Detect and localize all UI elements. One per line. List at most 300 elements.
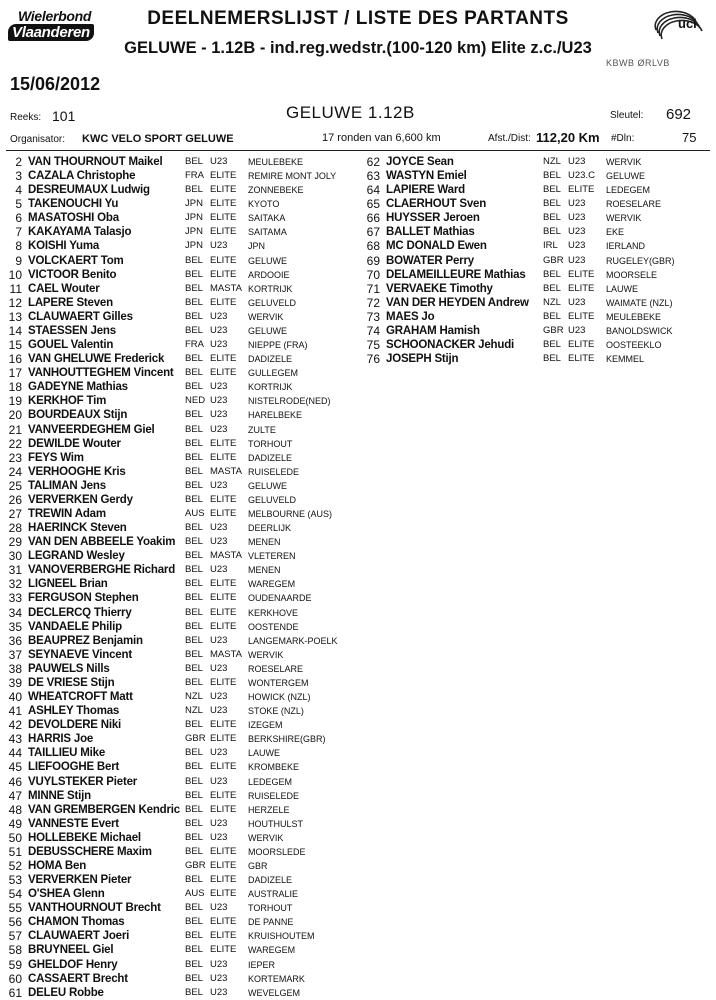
rider-name: JOSEPH Stijn xyxy=(386,353,459,366)
rider-country: BEL xyxy=(543,310,561,322)
rider-category: U23 xyxy=(210,634,228,646)
rider-city: RUISELEDE xyxy=(248,466,300,477)
rider-number: 36 xyxy=(8,633,22,648)
rider-country: IRL xyxy=(543,240,558,252)
rider-name: SCHOONACKER Jehudi xyxy=(386,339,515,352)
rider-city: MOORSELE xyxy=(606,269,658,280)
rider-category: U23 xyxy=(568,324,586,336)
rider-name: LIGNEEL Brian xyxy=(28,578,108,591)
rider-number: 75 xyxy=(366,338,380,353)
rider-name: DE VRIESE Stijn xyxy=(28,676,115,689)
rider-city: RUISELEDE xyxy=(248,790,300,801)
sleutel-value: 692 xyxy=(666,106,692,123)
rider-name: DEBUSSCHERE Maxim xyxy=(28,845,152,858)
rider-number: 57 xyxy=(8,929,22,944)
rider-name: VERHOOGHE Kris xyxy=(28,465,126,478)
rider-city: LEDEGEM xyxy=(248,776,293,787)
rider-name: CLAERHOUT Sven xyxy=(386,198,487,211)
rider-name: GHELDOF Henry xyxy=(28,958,118,971)
rider-name: CAEL Wouter xyxy=(28,282,100,295)
rider-name: SEYNAEVE Vincent xyxy=(28,648,132,661)
rider-country: GBR xyxy=(543,324,564,336)
rider-city: AUSTRALIE xyxy=(248,889,299,900)
rider-category: ELITE xyxy=(210,845,237,857)
rider-number: 33 xyxy=(8,591,22,606)
rider-city: BANOLDSWICK xyxy=(606,325,673,336)
rider-category: ELITE xyxy=(210,733,237,745)
rider-city: KERKHOVE xyxy=(248,607,299,618)
rider-category: U23 xyxy=(210,564,228,576)
rider-country: AUS xyxy=(185,888,205,900)
rider-number: 52 xyxy=(8,859,22,873)
rider-city: HOUTHULST xyxy=(248,818,304,829)
rider-name: CHAMON Thomas xyxy=(28,916,125,929)
rider-city: NIEPPE (FRA) xyxy=(248,340,308,351)
rider-number: 16 xyxy=(8,352,22,367)
rider-number: 32 xyxy=(8,577,22,592)
rider-country: NZL xyxy=(543,156,561,167)
rider-city: OOSTENDE xyxy=(248,621,299,632)
logo-line2: Vlaanderen xyxy=(8,24,94,41)
rider-number: 44 xyxy=(8,746,22,761)
rider-country: BEL xyxy=(185,789,203,801)
rider-number: 13 xyxy=(8,309,22,324)
rider-city: MENEN xyxy=(248,565,281,576)
rider-city: LEDEGEM xyxy=(606,185,651,196)
rider-number: 35 xyxy=(8,619,22,634)
rider-country: BEL xyxy=(185,845,203,857)
rider-country: BEL xyxy=(185,958,203,970)
rider-category: ELITE xyxy=(210,620,237,632)
rider-category: U23 xyxy=(210,986,228,998)
rider-city: KORTRIJK xyxy=(248,382,293,393)
rider-country: BEL xyxy=(185,522,203,534)
rider-country: BEL xyxy=(185,156,203,167)
rider-number: 53 xyxy=(8,873,22,888)
sleutel-label: Sleutel: xyxy=(610,110,644,121)
rider-name: VANVEERDEGHEM Giel xyxy=(28,423,155,436)
rider-category: ELITE xyxy=(210,212,237,224)
rider-city: DEERLIJK xyxy=(248,523,292,534)
rider-category: U23 xyxy=(210,479,228,491)
rider-name: DEWILDE Wouter xyxy=(28,437,121,450)
rider-number: 47 xyxy=(8,788,22,803)
rider-number: 14 xyxy=(8,323,22,338)
rider-category: U23 xyxy=(210,156,228,167)
rider-city: BERKSHIRE(GBR) xyxy=(248,734,326,745)
distance-value: 112,20 Km xyxy=(536,130,600,145)
rider-name: HARRIS Joe xyxy=(28,733,94,746)
rider-name: VERVAEKE Timothy xyxy=(386,282,493,295)
rider-number: 37 xyxy=(8,647,22,662)
rider-name: BEAUPREZ Benjamin xyxy=(28,634,143,647)
rider-name: CASSAERT Brecht xyxy=(28,972,128,985)
rider-city: EKE xyxy=(606,227,625,238)
rider-number: 55 xyxy=(8,901,22,916)
rider-city: GELUWE xyxy=(248,325,288,336)
rider-city: ZULTE xyxy=(248,424,276,435)
rider-category: ELITE xyxy=(210,592,237,604)
rider-number: 18 xyxy=(8,380,22,395)
page-title: DEELNEMERSLIJST / LISTE DES PARTANTS xyxy=(147,8,569,29)
rider-category: ELITE xyxy=(210,676,237,688)
rider-city: JPN xyxy=(248,241,266,252)
rider-city: WONTERGEM xyxy=(248,677,309,688)
rider-country: BEL xyxy=(543,282,561,294)
rider-category: U23 xyxy=(210,831,228,843)
rider-country: BEL xyxy=(543,198,561,210)
rider-city: GELUVELD xyxy=(248,494,297,505)
rider-name: TAILLIEU Mike xyxy=(28,747,106,760)
rider-country: BEL xyxy=(185,592,203,604)
rider-city: GELUWE xyxy=(248,255,288,266)
rider-city: ARDOOIE xyxy=(248,269,290,280)
rider-name: MINNE Stijn xyxy=(28,789,91,802)
rider-number: 73 xyxy=(366,309,380,324)
rider-name: VOLCKAERT Tom xyxy=(28,254,124,267)
rider-number: 60 xyxy=(8,971,22,986)
rider-country: BEL xyxy=(185,747,203,759)
rider-name: GOUEL Valentin xyxy=(28,339,114,352)
rider-country: BEL xyxy=(185,775,203,787)
rider-country: BEL xyxy=(185,916,203,928)
rider-city: KORTEMARK xyxy=(248,973,305,984)
rider-name: LIEFOOGHE Bert xyxy=(28,761,120,774)
rider-number: 43 xyxy=(8,732,22,747)
rider-country: GBR xyxy=(543,254,564,266)
rider-category: U23 xyxy=(210,747,228,759)
rider-number: 21 xyxy=(8,422,22,437)
rider-country: NZL xyxy=(543,296,561,308)
rider-number: 65 xyxy=(366,197,380,212)
rider-category: U23 xyxy=(210,240,228,252)
rider-country: BEL xyxy=(185,634,203,646)
rider-number: 26 xyxy=(8,492,22,507)
rider-city: NISTELRODE(NED) xyxy=(248,396,331,407)
rider-number: 15 xyxy=(8,338,22,353)
rider-number: 62 xyxy=(366,155,380,169)
rider-city: GELUWE xyxy=(606,171,646,182)
rider-category: ELITE xyxy=(210,888,237,900)
rider-number: 49 xyxy=(8,816,22,831)
rider-city: GELUWE xyxy=(248,480,288,491)
rider-category: U23 xyxy=(568,198,586,210)
participants-value: 75 xyxy=(682,130,697,145)
rider-number: 23 xyxy=(8,450,22,465)
rider-name: BOWATER Perry xyxy=(386,254,474,267)
rider-number: 9 xyxy=(15,253,22,268)
rider-name: DELEU Robbe xyxy=(28,986,104,999)
page-subtitle: GELUWE - 1.12B - ind.reg.wedstr.(100-120 km) Elite z.c./U23 xyxy=(124,39,592,57)
rider-country: BEL xyxy=(185,381,203,393)
rider-category: ELITE xyxy=(210,451,237,463)
rider-country: NZL xyxy=(185,691,203,703)
rider-number: 24 xyxy=(8,464,22,479)
rider-name: BRUYNEEL Giel xyxy=(28,944,114,957)
organisator-label: Organisator: xyxy=(10,134,66,145)
rider-country: BEL xyxy=(185,648,203,660)
rider-category: U23 xyxy=(210,958,228,970)
rider-country: BEL xyxy=(185,536,203,548)
rider-number: 70 xyxy=(366,267,380,282)
rider-city: ZONNEBEKE xyxy=(248,185,304,196)
rider-city: KRUISHOUTEM xyxy=(248,931,315,942)
participants-label: #Dln: xyxy=(611,133,635,144)
rider-category: U23 xyxy=(210,691,228,703)
uci-logo xyxy=(650,8,706,48)
rider-name: CLAUWAERT Gilles xyxy=(28,310,133,323)
rider-city: VLETEREN xyxy=(248,551,296,562)
rider-city: REMIRE MONT JOLY xyxy=(248,171,337,182)
rider-country: NZL xyxy=(185,705,203,717)
rider-number: 56 xyxy=(8,915,22,930)
rider-category: U23 xyxy=(210,381,228,393)
rider-city: HERZELE xyxy=(248,804,290,815)
rider-name: VAN GREMBERGEN Kendric xyxy=(28,803,180,816)
rider-country: JPN xyxy=(185,198,203,210)
rider-name: GADEYNE Mathias xyxy=(28,381,128,394)
rider-number: 5 xyxy=(15,197,22,212)
rider-category: U23 xyxy=(210,536,228,548)
rider-category: ELITE xyxy=(568,184,595,196)
rider-country: BEL xyxy=(185,831,203,843)
rider-number: 4 xyxy=(15,183,22,198)
rider-country: BEL xyxy=(185,803,203,815)
logo-line1: Wielerbond xyxy=(18,8,92,24)
rider-category: ELITE xyxy=(210,367,237,379)
rider-city: WERVIK xyxy=(248,649,284,660)
rider-city: WERVIK xyxy=(248,311,284,322)
rider-category: U23 xyxy=(210,705,228,717)
rider-country: BEL xyxy=(185,423,203,435)
rider-category: U23 xyxy=(210,817,228,829)
rider-country: BEL xyxy=(185,184,203,196)
rider-country: BEL xyxy=(185,367,203,379)
rider-category: U23 xyxy=(210,662,228,674)
rider-country: FRA xyxy=(185,170,204,182)
rider-country: BEL xyxy=(185,353,203,365)
rider-number: 29 xyxy=(8,535,22,550)
rider-name: DESREUMAUX Ludwig xyxy=(28,184,150,197)
rider-city: ROESELARE xyxy=(606,199,662,210)
rider-name: ASHLEY Thomas xyxy=(28,705,120,718)
rider-category: ELITE xyxy=(568,282,595,294)
rider-city: STOKE (NZL) xyxy=(248,706,304,717)
rider-category: U23 xyxy=(210,324,228,336)
rider-city: RUGELEY(GBR) xyxy=(606,255,675,266)
rider-name: KAKAYAMA Talasjo xyxy=(28,226,132,239)
rider-country: BEL xyxy=(185,972,203,984)
rider-name: MASATOSHI Oba xyxy=(28,212,119,225)
rider-number: 11 xyxy=(9,281,22,296)
rider-city: IEPER xyxy=(248,959,276,970)
rider-country: BEL xyxy=(185,437,203,449)
rider-name: KOISHI Yuma xyxy=(28,240,100,253)
rider-number: 63 xyxy=(366,169,380,184)
rider-city: ROESELARE xyxy=(248,663,304,674)
rider-city: WAREGEM xyxy=(248,579,296,590)
rider-category: ELITE xyxy=(568,268,595,280)
rider-city: GBR xyxy=(248,861,268,871)
rider-category: ELITE xyxy=(210,353,237,365)
rider-city: GELUVELD xyxy=(248,297,297,308)
rider-name: FERGUSON Stephen xyxy=(28,592,139,605)
organisator-value: KWC VELO SPORT GELUWE xyxy=(82,133,234,145)
rider-country: JPN xyxy=(185,212,203,224)
rider-city: DE PANNE xyxy=(248,917,294,928)
rider-country: BEL xyxy=(185,620,203,632)
rider-category: ELITE xyxy=(210,198,237,210)
rider-country: BEL xyxy=(185,324,203,336)
rider-country: BEL xyxy=(185,944,203,956)
rider-city: DADIZELE xyxy=(248,875,293,886)
rider-country: BEL xyxy=(185,902,203,914)
rider-category: ELITE xyxy=(210,508,237,519)
rider-city: WERVIK xyxy=(248,832,284,843)
rider-number: 51 xyxy=(8,844,22,859)
rider-name: JOYCE Sean xyxy=(386,156,454,168)
rider-city: KORTRIJK xyxy=(248,283,293,294)
rider-number: 6 xyxy=(15,211,22,226)
rider-name: TAKENOUCHI Yu xyxy=(28,198,119,211)
rider-name: DEVOLDERE Niki xyxy=(28,719,122,732)
rider-name: HOMA Ben xyxy=(28,860,87,872)
rider-category: ELITE xyxy=(210,170,237,182)
rider-city: SAITAKA xyxy=(248,213,286,224)
rider-number: 8 xyxy=(15,239,22,254)
rider-country: AUS xyxy=(185,508,205,519)
rider-city: LAUWE xyxy=(606,283,639,294)
rider-number: 17 xyxy=(8,366,22,381)
rider-number: 39 xyxy=(8,675,22,690)
rider-name: MC DONALD Ewen xyxy=(386,240,487,253)
rider-country: BEL xyxy=(185,451,203,463)
rider-country: BEL xyxy=(185,662,203,674)
rider-number: 31 xyxy=(8,563,22,578)
rider-city: SAITAMA xyxy=(248,227,287,238)
rider-category: ELITE xyxy=(210,916,237,928)
rider-category: U23 xyxy=(210,902,228,914)
rider-name: VANDAELE Philip xyxy=(28,620,122,633)
rider-number: 20 xyxy=(8,408,22,423)
rider-category: MASTA xyxy=(210,282,243,294)
rider-name: KERKHOF Tim xyxy=(28,395,107,408)
rider-city: KYOTO xyxy=(248,199,280,210)
reeks-label: Reeks: xyxy=(10,112,42,123)
rider-city: MOORSLEDE xyxy=(248,846,306,857)
race-title: GELUWE 1.12B xyxy=(286,103,415,122)
rider-number: 71 xyxy=(366,281,380,296)
rider-city: WAREGEM xyxy=(248,945,296,956)
rider-number: 46 xyxy=(8,774,22,789)
rider-name: VAN DEN ABBEELE Yoakim xyxy=(28,536,176,549)
rider-number: 68 xyxy=(366,239,380,254)
rider-name: STAESSEN Jens xyxy=(28,324,116,337)
rider-category: ELITE xyxy=(210,578,237,590)
rider-city: WEVELGEM xyxy=(248,987,301,998)
rider-number: 45 xyxy=(8,760,22,775)
rider-city: TORHOUT xyxy=(248,903,293,914)
reeks-value: 101 xyxy=(52,108,76,124)
uci-rainbow-icon xyxy=(650,8,706,48)
rider-city: OUDENAARDE xyxy=(248,593,312,604)
rider-country: JPN xyxy=(185,240,203,252)
rider-number: 72 xyxy=(366,295,380,310)
rider-country: BEL xyxy=(543,339,561,351)
rider-number: 74 xyxy=(366,323,380,338)
rider-number: 2 xyxy=(15,155,22,169)
rider-name: O'SHEA Glenn xyxy=(28,888,105,901)
rider-category: ELITE xyxy=(210,296,237,308)
rider-category: ELITE xyxy=(210,606,237,618)
rider-country: FRA xyxy=(185,339,204,351)
rider-category: ELITE xyxy=(210,860,237,871)
rider-country: BEL xyxy=(185,296,203,308)
rider-number: 38 xyxy=(8,661,22,676)
rider-city: MENEN xyxy=(248,537,281,548)
rider-city: DADIZELE xyxy=(248,354,293,365)
rider-name: LEGRAND Wesley xyxy=(28,550,125,563)
rider-category: U23 xyxy=(210,522,228,534)
rider-city: KROMBEKE xyxy=(248,762,300,773)
rider-city: TORHOUT xyxy=(248,438,293,449)
rider-number: 50 xyxy=(8,830,22,845)
rider-number: 12 xyxy=(8,295,22,310)
rider-city: HARELBEKE xyxy=(248,410,303,421)
rider-name: BALLET Mathias xyxy=(386,226,475,239)
rider-name: VANNESTE Evert xyxy=(28,817,119,830)
rider-city: IERLAND xyxy=(606,241,646,252)
rider-city: GULLEGEM xyxy=(248,368,299,379)
rider-country: BEL xyxy=(185,719,203,731)
rider-country: BEL xyxy=(185,409,203,421)
rider-number: 54 xyxy=(8,887,22,902)
rider-name: TREWIN Adam xyxy=(28,508,106,520)
rider-number: 69 xyxy=(366,253,380,268)
rider-category: U23 xyxy=(210,339,228,351)
rider-city: LANGEMARK-POELK xyxy=(248,635,338,646)
rider-category: ELITE xyxy=(210,874,237,886)
rider-number: 58 xyxy=(8,943,22,958)
rider-country: NED xyxy=(185,395,206,407)
rider-category: U23 xyxy=(210,972,228,984)
rider-country: BEL xyxy=(543,212,561,224)
rider-category: ELITE xyxy=(210,803,237,815)
rider-category: ELITE xyxy=(210,719,237,731)
race-date: 15/06/2012 xyxy=(10,74,101,94)
rider-name: VAN GHELUWE Frederick xyxy=(28,353,165,366)
rider-city: DADIZELE xyxy=(248,452,293,463)
rider-category: U23 xyxy=(210,775,228,787)
rider-city: WERVIK xyxy=(606,157,642,167)
rider-city: IZEGEM xyxy=(248,720,283,731)
rider-category: U23 xyxy=(568,212,586,224)
rider-country: BEL xyxy=(185,254,203,266)
rider-number: 64 xyxy=(366,183,380,198)
rider-name: TALIMAN Jens xyxy=(28,479,106,492)
rider-city: MEULEBEKE xyxy=(606,311,662,322)
rider-category: ELITE xyxy=(568,339,595,351)
rider-category: U23 xyxy=(210,310,228,322)
rider-country: BEL xyxy=(185,606,203,618)
rider-category: U23 xyxy=(210,395,228,407)
rider-country: BEL xyxy=(543,268,561,280)
rider-country: BEL xyxy=(185,676,203,688)
rider-category: ELITE xyxy=(568,353,595,365)
rider-category: U23 xyxy=(568,226,586,238)
rider-country: BEL xyxy=(185,479,203,491)
rider-number: 61 xyxy=(8,985,22,1000)
